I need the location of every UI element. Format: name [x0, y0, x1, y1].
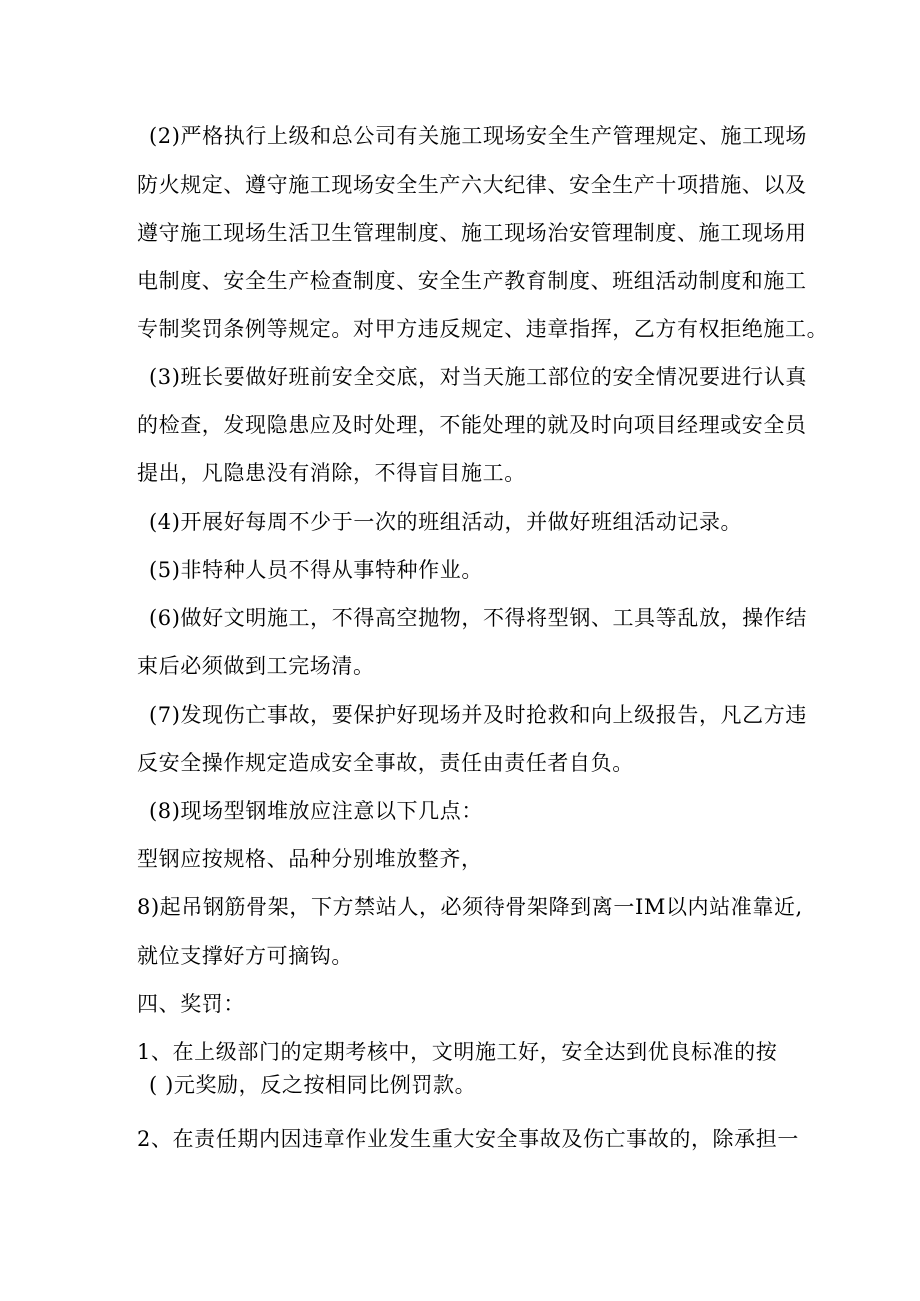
- text-line: 型钢应按规格、品种分别堆放整齐，: [137, 847, 483, 871]
- section-heading: 四、奖罚：: [137, 992, 245, 1016]
- text-line: 专制奖罚条例等规定。对甲方违反规定、违章指挥，乙方有权拒绝施工。: [137, 317, 829, 341]
- text-line: 的检查，发现隐患应及时处理，不能处理的就及时向项目经理或安全员: [137, 413, 807, 437]
- text-line: 就位支撑好方可摘钩。: [137, 944, 353, 968]
- text-line: 防火规定、遵守施工现场安全生产六大纪律、安全生产十项措施、以及: [137, 173, 807, 197]
- text-line: 电制度、安全生产检查制度、安全生产教育制度、班组活动制度和施工: [137, 269, 807, 293]
- text-line: (3)班长要做好班前安全交底，对当天施工部位的安全情况要进行认真: [149, 365, 807, 389]
- text-line: 1、在上级部门的定期考核中，文明施工好，安全达到优良标准的按: [137, 1040, 778, 1064]
- text-line: 反安全操作规定造成安全事故，责任由责任者自负。: [137, 751, 634, 775]
- text-line: 遵守施工现场生活卫生管理制度、施工现场治安管理制度、施工现场用: [137, 221, 807, 245]
- text-line: 2、在责任期内因违章作业发生重大安全事故及伤亡事故的，除承担一: [137, 1127, 799, 1151]
- text-line: (4)开展好每周不少于一次的班组活动，并做好班组活动记录。: [149, 510, 743, 534]
- text-line: ( )元奖励，反之按相同比例罚款。: [149, 1073, 477, 1097]
- text-line: (8)现场型钢堆放应注意以下几点：: [149, 799, 483, 823]
- text-line: 提出，凡隐患没有消除，不得盲目施工。: [137, 461, 526, 485]
- text-line: (6)做好文明施工，不得高空抛物，不得将型钢、工具等乱放，操作结: [149, 606, 807, 630]
- text-line: 8)起吊钢筋骨架，下方禁站人，必须待骨架降到离一IM以内站准靠近,: [137, 895, 803, 919]
- text-line: (7)发现伤亡事故，要保护好现场并及时抢救和向上级报告，凡乙方违: [149, 703, 807, 727]
- text-line: (2)严格执行上级和总公司有关施工现场安全生产管理规定、施工现场: [149, 124, 807, 148]
- text-line: 束后必须做到工完场清。: [137, 654, 375, 678]
- text-line: (5)非特种人员不得从事特种作业。: [149, 558, 483, 582]
